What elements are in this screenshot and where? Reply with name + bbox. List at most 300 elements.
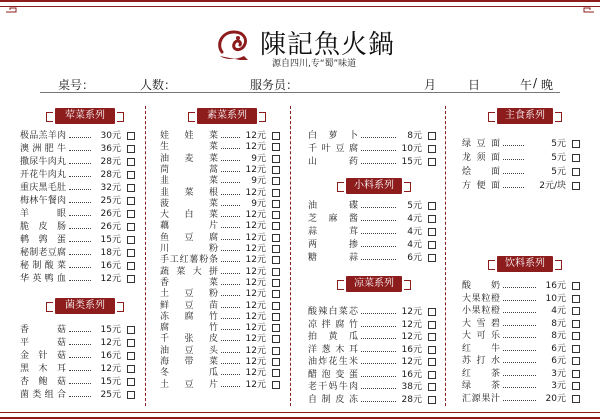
menu-item-row [308,306,436,319]
dotted-leader [69,241,91,242]
order-checkbox[interactable] [572,182,580,190]
column-divider [445,106,446,406]
dotted-leader [221,363,240,364]
order-checkbox[interactable] [127,326,135,334]
menu-item-row [462,393,580,406]
menu-item-row [308,331,436,344]
menu-item-name: 金针菇 [20,351,66,361]
order-checkbox[interactable] [428,215,436,223]
dotted-leader [221,261,240,262]
menu-item-name: 鲜豆苗 [160,300,218,311]
menu-item-name: 绿茶 [462,381,500,391]
top-border [0,0,600,16]
menu-item-price: 28元 [401,394,422,405]
menu-item-price: 3元 [551,368,566,379]
order-checkbox[interactable] [127,236,135,244]
menu-item-price: 2元/块 [539,181,566,191]
order-checkbox[interactable] [127,391,135,399]
menu-item-row [20,195,135,208]
dotted-leader [361,137,396,138]
order-checkbox[interactable] [572,345,580,353]
dotted-leader [69,344,91,345]
menu-item-price: 12元 [245,142,266,153]
menu-item-name: 红牛 [462,343,500,354]
menu-item-price: 12元 [100,274,121,284]
menu-item-row [20,182,135,195]
order-checkbox[interactable] [572,332,580,340]
menu-item-price: 12元 [401,307,422,317]
order-checkbox[interactable] [572,295,580,303]
menu-item-price: 30元 [100,131,121,141]
order-checkbox[interactable] [428,145,436,153]
order-checkbox[interactable] [127,223,135,231]
menu-item-row [308,394,436,407]
order-checkbox[interactable] [272,200,280,208]
menu-item-name: 开花牛肉丸 [20,170,66,180]
menu-item-price: 5元 [551,167,566,177]
dotted-leader [221,148,240,149]
order-checkbox[interactable] [127,171,135,179]
order-checkbox[interactable] [572,357,580,365]
dotted-leader [503,159,524,160]
dotted-leader [221,205,240,206]
menu-item-row [462,180,580,193]
menu-item-price: 3元 [551,381,566,391]
menu-item-row [20,363,135,376]
dotted-leader [69,137,91,138]
order-checkbox[interactable] [272,369,280,377]
order-checkbox[interactable] [272,155,280,163]
dotted-leader [361,163,396,164]
menu-item-row [462,343,580,356]
order-checkbox[interactable] [127,132,135,140]
order-checkbox[interactable] [572,370,580,378]
dotted-leader [503,312,536,313]
dotted-leader [221,318,240,319]
veg-section-title: 素菜系列 [197,108,257,124]
order-checkbox[interactable] [428,396,436,404]
dotted-leader [69,267,91,268]
order-checkbox[interactable] [572,282,580,290]
order-checkbox[interactable] [272,132,280,140]
menu-item-price: 8元 [551,318,566,329]
menu-item-price: 12元 [401,332,422,342]
menu-item-row [20,221,135,234]
dotted-leader [69,396,91,397]
menu-item-row [20,337,135,350]
menu-item-name: 洋葱木耳 [308,344,358,355]
menu-item-row [20,156,135,169]
menu-item-name: 凉拌腐竹 [308,319,358,330]
menu-item-name: 韭菜根 [160,187,218,198]
order-checkbox[interactable] [572,395,580,403]
menu-item-price: 9元 [251,153,266,164]
menu-item-name: 自制皮冻 [308,394,358,405]
menu-item-name: 藕片 [160,221,218,232]
menu-item-name: 土豆片 [160,379,218,390]
order-checkbox[interactable] [572,140,580,148]
order-checkbox[interactable] [127,210,135,218]
menu-item-name: 华英鸭血 [20,274,66,284]
menu-item-price: 16元 [401,369,422,380]
menu-item-name: 两掺 [308,240,358,250]
menu-item-name: 油炸花生米 [308,357,358,367]
table-number-label: 桌号： [58,78,95,92]
dotted-leader [69,215,91,216]
order-checkbox[interactable] [272,324,280,332]
dotted-leader [503,187,524,188]
menu-item-price: 12元 [245,255,266,266]
brand-slogan: 源自四川,专“蜀”味道 [272,59,357,69]
menu-item-name: 红茶 [462,368,500,379]
menu-item-name: 山药 [308,157,358,167]
menu-item-name: 小果粒橙 [462,306,500,316]
menu-item-name: 腐竹 [160,323,218,334]
order-checkbox[interactable] [572,320,580,328]
dotted-leader [221,171,240,172]
order-checkbox[interactable] [127,184,135,192]
order-checkbox[interactable] [272,166,280,174]
dotted-leader [221,239,240,240]
menu-item-name: 冬瓜 [160,368,218,379]
noon-label: 午 [520,78,533,92]
menu-item-name: 油麦菜 [160,153,218,164]
dotted-leader [69,383,91,384]
order-checkbox[interactable] [572,382,580,390]
menu-item-price: 12元 [245,277,266,288]
order-checkbox[interactable] [272,143,280,151]
order-checkbox[interactable] [272,268,280,276]
menu-item-name: 韭菜 [160,176,218,187]
dotted-leader [221,273,240,274]
menu-item-row [20,247,135,260]
dotted-leader [221,352,240,353]
order-checkbox[interactable] [272,313,280,321]
order-checkbox[interactable] [428,158,436,166]
menu-item-price: 8元 [551,331,566,341]
menu-item-row [308,213,436,226]
menu-item-row [20,389,135,402]
cold-section-title: 凉菜系列 [346,276,402,292]
column-divider [145,106,146,406]
menu-item-price: 12元 [245,210,266,221]
menu-item-row [20,143,135,156]
order-checkbox[interactable] [428,202,436,210]
order-checkbox[interactable] [428,241,436,249]
dotted-leader [69,357,91,358]
order-checkbox[interactable] [127,158,135,166]
dotted-leader [361,326,396,327]
menu-item-row [20,260,135,273]
menu-item-row [462,330,580,343]
menu-item-price: 26元 [100,209,121,219]
order-checkbox[interactable] [127,378,135,386]
menu-item-row [462,152,580,165]
order-checkbox[interactable] [428,371,436,379]
menu-item-name: 大雪碧 [462,318,500,329]
menu-item-price: 8元 [407,131,422,141]
day-label: 日 [468,78,481,92]
menu-item-row [462,305,580,318]
order-checkbox[interactable] [272,290,280,298]
menu-item-name: 酸辣白菜芯 [308,307,358,317]
dotted-leader [361,259,396,260]
menu-item-name: 芝麻酱 [308,214,358,224]
order-checkbox[interactable] [272,189,280,197]
menu-item-price: 12元 [245,345,266,356]
menu-item-row [462,138,580,151]
order-checkbox[interactable] [428,132,436,140]
order-checkbox[interactable] [272,256,280,264]
dotted-leader [361,376,396,377]
menu-item-price: 32元 [100,183,121,193]
menu-item-name: 酸奶 [462,281,500,291]
order-checkbox[interactable] [272,347,280,355]
dotted-leader [361,207,396,208]
menu-item-price: 9元 [251,176,266,187]
dotted-leader [503,337,536,338]
menu-item-name: 川粉 [160,244,218,254]
dotted-leader [221,216,240,217]
order-checkbox[interactable] [428,346,436,354]
dotted-leader [69,150,91,151]
menu-item-row [20,208,135,221]
menu-item-name: 黑木耳 [20,364,66,374]
menu-item-name: 大果粒橙 [462,293,500,304]
dotted-leader [69,176,91,177]
menu-item-name: 脆皮肠 [20,222,66,232]
menu-item-name: 鹌鹑蛋 [20,235,66,245]
order-checkbox[interactable] [127,262,135,270]
menu-item-price: 16元 [401,344,422,355]
menu-item-name: 蒜茸 [308,227,358,237]
menu-item-name: 老干妈牛肉 [308,382,358,392]
drinks-section-title: 饮料系列 [497,256,553,272]
menu-item-name: 茼蒿 [160,164,218,175]
menu-item-price: 12元 [100,338,121,348]
dotted-leader [69,280,91,281]
dotted-leader [221,386,240,387]
dotted-leader [503,400,536,401]
order-checkbox[interactable] [127,365,135,373]
order-checkbox[interactable] [428,358,436,366]
menu-item-price: 16元 [545,281,566,291]
menu-item-name: 平菇 [20,338,66,348]
menu-item-name: 菌类组合 [20,390,66,400]
dotted-leader [361,233,396,234]
order-checkbox[interactable] [272,222,280,230]
menu-item-name: 重庆黑毛肚 [20,183,66,193]
menu-item-name: 糖蒜 [308,253,358,263]
brand-name: 陳記魚火鍋 [260,30,396,60]
fungus-section-title: 菌类系列 [55,298,115,314]
menu-item-name: 绿豆面 [462,139,500,149]
dotted-leader [503,375,536,376]
menu-item-price: 12元 [245,221,266,232]
menu-item-name: 蔬菜大拼 [160,266,218,277]
dotted-leader [361,150,396,151]
menu-item-price: 28元 [100,170,121,180]
menu-item-name: 撒尿牛肉丸 [20,157,66,167]
dotted-leader [221,295,240,296]
dotted-leader [221,374,240,375]
menu-item-price: 26元 [100,222,121,232]
menu-item-price: 10元 [401,144,422,154]
koi-fish-logo-icon [214,26,254,62]
dotted-leader [503,362,536,363]
menu-item-name: 龙须面 [462,153,500,163]
menu-item-name: 方便面 [462,181,500,191]
dotted-leader [69,189,91,190]
order-checkbox[interactable] [272,335,280,343]
dotted-leader [361,388,396,389]
menu-item-price: 15元 [100,235,121,245]
menu-item-price: 12元 [245,232,266,243]
dotted-leader [503,145,524,146]
menu-item-price: 4元 [407,227,422,237]
menu-item-name: 拍黄瓜 [308,332,358,342]
dotted-leader [221,194,240,195]
menu-item-name: 菠菜 [160,198,218,209]
menu-item-price: 12元 [100,364,121,374]
dotted-leader [503,350,536,351]
menu-item-name: 大可乐 [462,331,500,341]
dotted-leader [361,338,396,339]
evening-label: 晚 [541,78,554,92]
order-checkbox[interactable] [127,339,135,347]
menu-item-row [462,318,580,331]
dotted-leader [503,173,524,174]
dotted-leader [361,363,396,364]
menu-item-price: 20元 [545,393,566,404]
order-checkbox[interactable] [572,307,580,315]
menu-item-name: 油豆头 [160,345,218,356]
menu-item-row [308,252,436,265]
order-checkbox[interactable] [272,245,280,253]
order-checkbox[interactable] [428,254,436,262]
order-checkbox[interactable] [272,279,280,287]
order-checkbox[interactable] [272,234,280,242]
order-checkbox[interactable] [272,302,280,310]
menu-item-price: 12元 [245,379,266,390]
dotted-leader [221,340,240,341]
dotted-leader [361,220,396,221]
dotted-leader [503,300,536,301]
menu-item-price: 6元 [407,253,422,263]
dotted-leader [361,313,396,314]
menu-item-price: 38元 [401,382,422,392]
menu-item-row [20,273,135,286]
menu-item-name: 生菜 [160,142,218,153]
menu-item-price: 16元 [100,261,121,271]
menu-item-price: 9元 [251,198,266,209]
order-checkbox[interactable] [428,383,436,391]
order-checkbox[interactable] [572,154,580,162]
menu-item-row [308,226,436,239]
menu-item-row [308,143,436,156]
dotted-leader [69,370,91,371]
menu-item-price: 12元 [401,357,422,367]
menu-item-row [20,130,135,143]
menu-item-price: 36元 [100,144,121,154]
menu-item-name: 极品羔羊肉 [20,131,66,141]
menu-item-name: 千张皮 [160,334,218,345]
order-checkbox[interactable] [272,211,280,219]
dotted-leader [221,284,240,285]
menu-item-name: 羊眼 [20,209,66,219]
menu-item-price: 6元 [551,356,566,366]
menu-item-row [20,169,135,182]
menu-item-price: 12元 [245,357,266,367]
menu-item-name: 秘制老豆腐 [20,248,66,258]
menu-item-name: 杏鲍菇 [20,377,66,387]
menu-item-row [308,200,436,213]
menu-item-price: 10元 [545,293,566,304]
menu-item-price: 25元 [100,390,121,400]
order-divider [40,92,560,93]
order-checkbox[interactable] [127,197,135,205]
small-section-title: 小料系列 [346,178,402,194]
menu-item-price: 4元 [551,306,566,316]
menu-item-row [308,239,436,252]
menu-item-name: 冻腐竹 [160,311,218,322]
month-label: 月 [424,78,437,92]
menu-item-price: 12元 [245,334,266,345]
order-checkbox[interactable] [428,333,436,341]
menu-item-row [160,379,280,392]
order-checkbox[interactable] [572,168,580,176]
dotted-leader [69,202,91,203]
dotted-leader [221,227,240,228]
menu-item-name: 娃娃菜 [160,131,218,141]
menu-item-price: 15元 [100,325,121,335]
order-checkbox[interactable] [127,145,135,153]
dotted-leader [361,401,396,402]
menu-item-price: 12元 [245,368,266,379]
order-checkbox[interactable] [127,249,135,257]
dotted-leader [503,325,536,326]
order-checkbox[interactable] [272,177,280,185]
menu-item-row [20,324,135,337]
menu-item-row [308,344,436,357]
menu-item-row [462,166,580,179]
order-checkbox[interactable] [272,358,280,366]
order-checkbox[interactable] [428,321,436,329]
menu-item-name: 千叶豆腐 [308,144,358,154]
menu-item-name: 苏打水 [462,356,500,366]
menu-item-name: 香菇 [20,325,66,335]
order-checkbox[interactable] [428,228,436,236]
menu-item-row [20,376,135,389]
menu-item-price: 12元 [245,131,266,141]
menu-item-price: 16元 [100,351,121,361]
menu-item-name: 澳洲肥牛 [20,144,66,154]
order-checkbox[interactable] [127,352,135,360]
order-checkbox[interactable] [127,275,135,283]
order-checkbox[interactable] [428,308,436,316]
order-checkbox[interactable] [272,381,280,389]
menu-item-price: 4元 [407,240,422,250]
dotted-leader [221,137,240,138]
menu-item-row [20,350,135,363]
menu-item-name: 油碟 [308,201,358,211]
dotted-leader [221,329,240,330]
staple-section-title: 主食系列 [497,108,553,124]
menu-item-row [462,280,580,293]
menu-item-name: 海带菜 [160,357,218,367]
menu-item-row [20,234,135,247]
dotted-leader [69,254,91,255]
